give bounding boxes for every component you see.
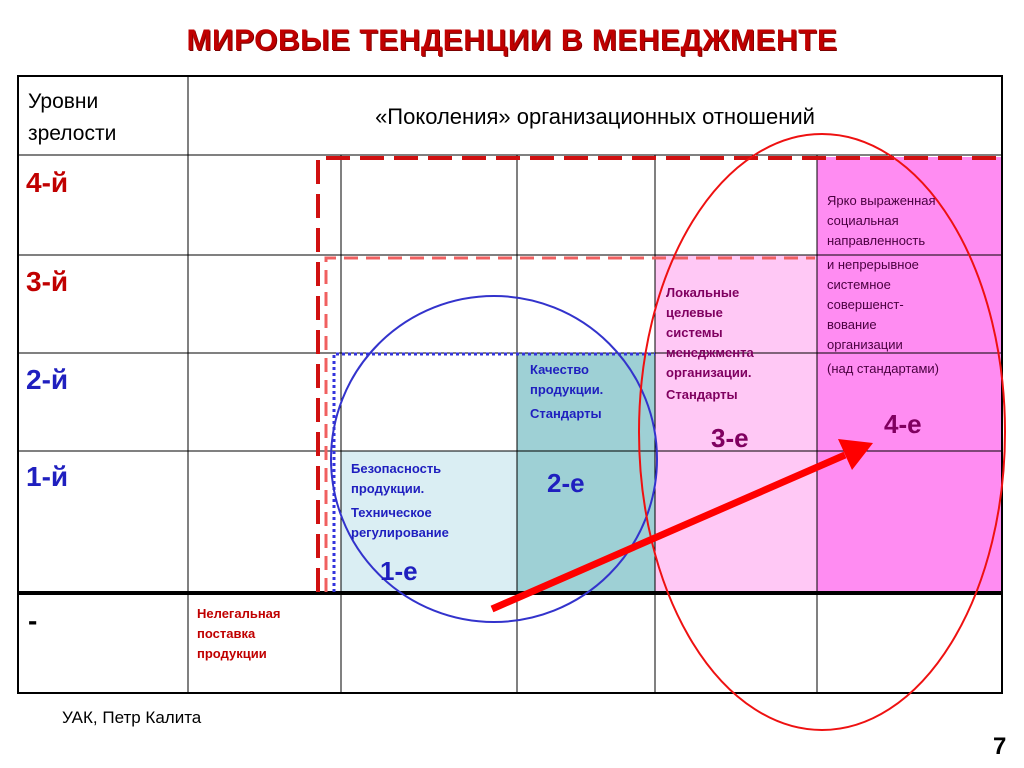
- level-3: 3-й: [26, 266, 69, 297]
- gen1-label: 1-е: [380, 556, 418, 586]
- gen3-label: 3-е: [711, 423, 749, 453]
- gen2-label: 2-е: [547, 468, 585, 498]
- header-maturity-levels: Уровни зрелости: [28, 90, 117, 145]
- level-none: -: [28, 605, 38, 636]
- slide-title: МИРОВЫЕ ТЕНДЕНЦИИ В МЕНЕДЖМЕНТЕ: [186, 24, 838, 57]
- gen1-text: Безопасность продукции. Техническое регулирование: [351, 461, 449, 540]
- gen4-label: 4-е: [884, 409, 922, 439]
- page-number: 7: [993, 733, 1007, 760]
- footer-author: УАК, Петр Калита: [62, 708, 202, 727]
- gen4-text: Ярко выраженная социальная направленность и непрерывное системное совершенст- вование организации (над стандартами): [827, 193, 939, 376]
- level-2: 2-й: [26, 364, 69, 395]
- header-generations: «Поколения» организационных отношений: [375, 104, 815, 129]
- level-4: 4-й: [26, 167, 69, 198]
- gen3-text: Локальные целевые системы менеджмента организации. Стандарты: [666, 285, 754, 402]
- level-1: 1-й: [26, 461, 69, 492]
- illegal-supply-text: Нелегальная поставка продукции: [197, 606, 281, 661]
- gen2-text: Качество продукции. Стандарты: [530, 362, 604, 421]
